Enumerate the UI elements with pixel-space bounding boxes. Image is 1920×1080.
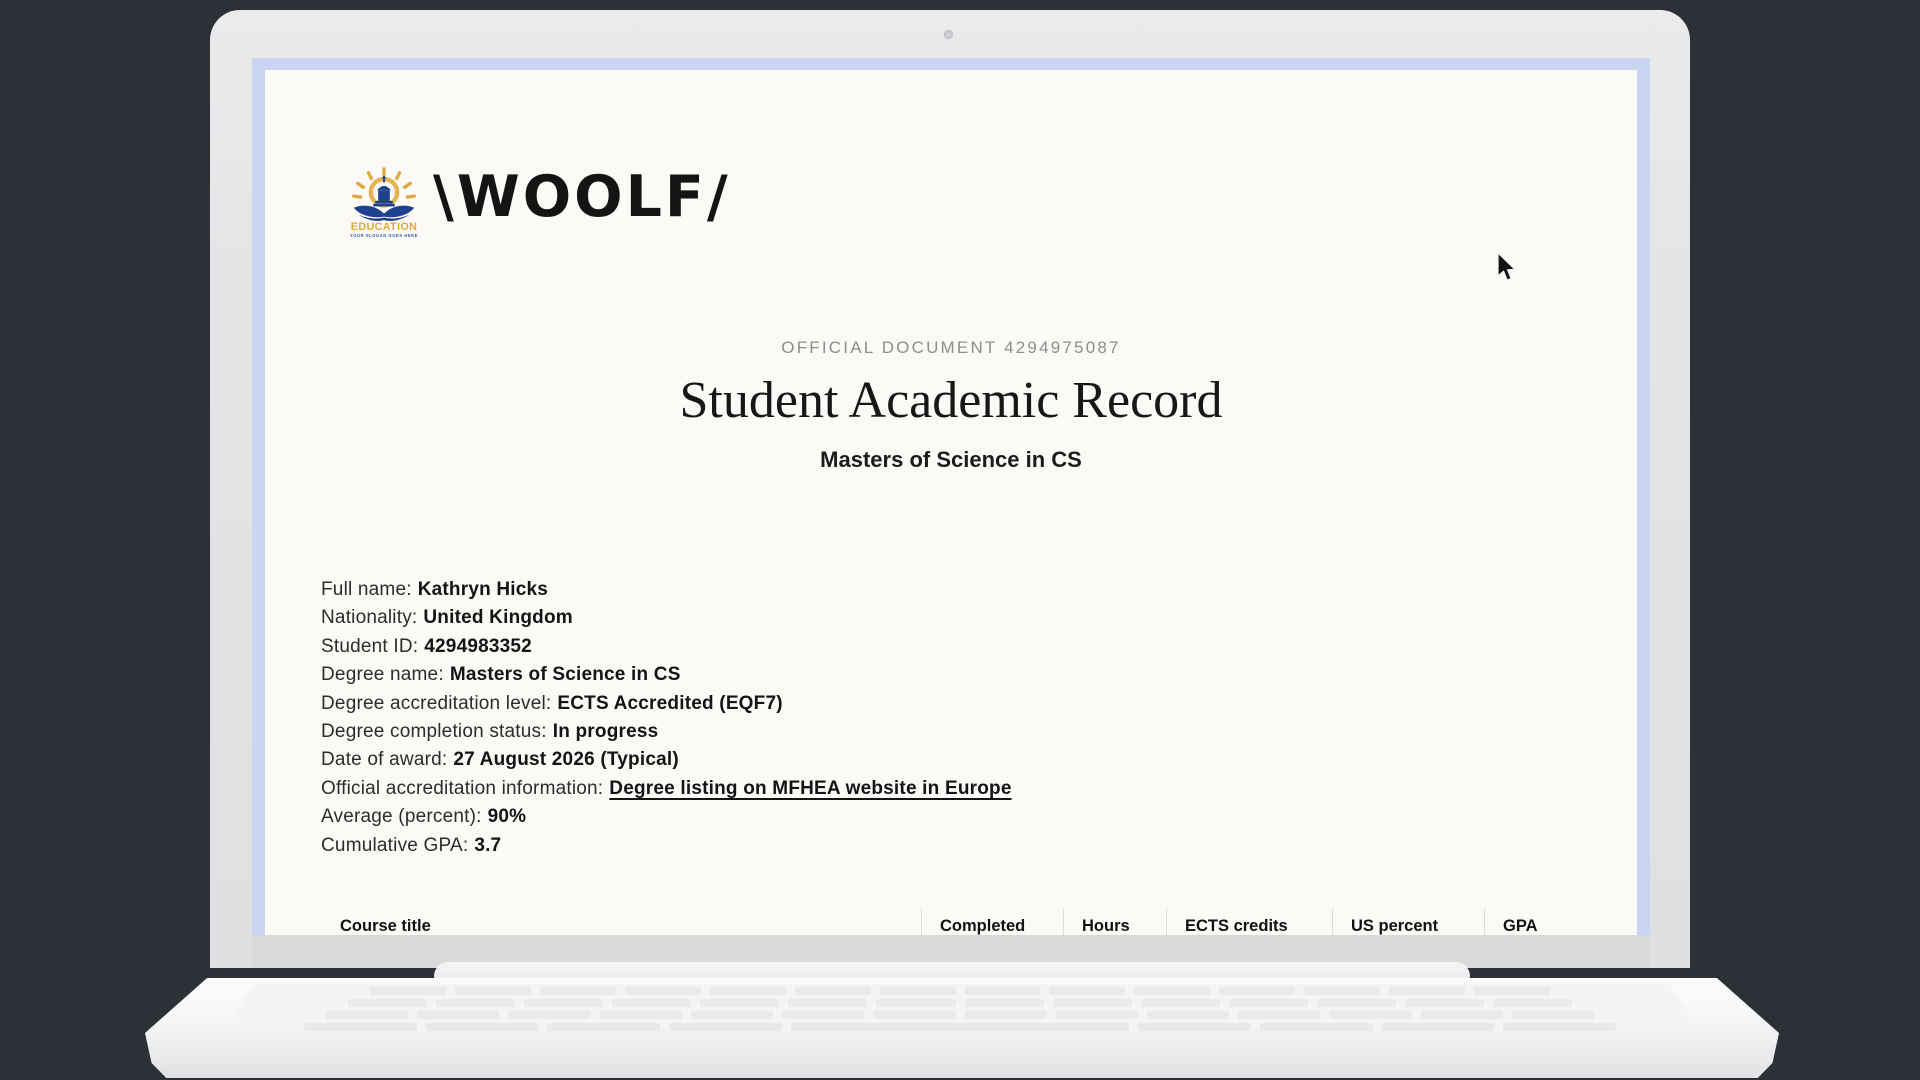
detail-label: Average (percent):	[321, 806, 482, 828]
detail-row-accreditation-info	[321, 775, 1012, 803]
detail-label: Student ID:	[321, 635, 419, 657]
detail-value: Masters of Science in CS	[449, 664, 681, 686]
keyboard-row	[0, 1011, 1920, 1019]
detail-label: Cumulative GPA:	[321, 834, 469, 856]
detail-row-cumulative-gpa	[321, 832, 1012, 860]
detail-row-student-id	[321, 633, 1012, 661]
column-completed: Completed	[921, 908, 1063, 935]
mouse-cursor	[1494, 252, 1520, 284]
page-title: Student Academic Record	[679, 372, 1223, 429]
keyboard-row	[0, 987, 1920, 995]
education-logo-icon	[345, 160, 423, 240]
detail-label: Degree accreditation level:	[321, 692, 552, 714]
detail-value: ECTS Accredited (EQF7)	[557, 692, 783, 714]
accreditation-link[interactable]: Degree listing on MFHEA website in Europe	[609, 777, 1012, 799]
detail-label: Date of award:	[321, 749, 448, 771]
detail-value: 4294983352	[424, 635, 532, 657]
detail-row-degree-name	[321, 661, 1012, 689]
detail-row-average-percent	[321, 803, 1012, 831]
detail-value: Kathryn Hicks	[417, 579, 549, 600]
woolf-wordmark: \WOOLF/	[433, 163, 731, 230]
detail-row-completion-status	[321, 718, 1012, 746]
detail-value: 3.7	[474, 834, 502, 856]
keyboard-row	[0, 1023, 1920, 1031]
detail-value: In progress	[552, 720, 659, 742]
official-document-number: OFFICIAL DOCUMENT 4294975087	[781, 338, 1121, 357]
detail-row-nationality	[321, 604, 1012, 632]
document-header	[265, 338, 1637, 473]
detail-label: Degree completion status:	[321, 720, 547, 742]
badge-name-text: EDUCATION	[350, 221, 418, 234]
detail-row-accreditation-level	[321, 690, 1012, 718]
column-gpa: GPA	[1484, 908, 1580, 935]
brand-row	[345, 160, 731, 240]
column-course-title: Course title	[340, 917, 431, 935]
document-page	[265, 70, 1637, 935]
column-hours: Hours	[1063, 908, 1166, 935]
detail-label: Official accreditation information:	[321, 777, 604, 799]
detail-label: Nationality:	[321, 607, 418, 629]
detail-label: Degree name:	[321, 664, 444, 686]
detail-value: 27 August 2026 (Typical)	[453, 749, 679, 771]
laptop-screen	[252, 58, 1650, 968]
detail-row-full-name	[321, 576, 1012, 604]
detail-value: 90%	[487, 806, 527, 828]
detail-value: United Kingdom	[423, 607, 573, 629]
badge-slogan-text: YOUR SLOGAN GOES HERE	[349, 233, 419, 239]
degree-subtitle: Masters of Science in CS	[820, 447, 1082, 473]
detail-row-date-of-award	[321, 746, 1012, 774]
detail-label: Full name:	[321, 579, 412, 600]
column-ects-credits: ECTS credits	[1166, 908, 1332, 935]
keyboard-row	[0, 999, 1920, 1007]
webcam-dot	[944, 30, 953, 39]
course-table-header	[320, 908, 1580, 935]
column-us-percent: US percent	[1332, 908, 1484, 935]
student-details	[321, 576, 1012, 860]
